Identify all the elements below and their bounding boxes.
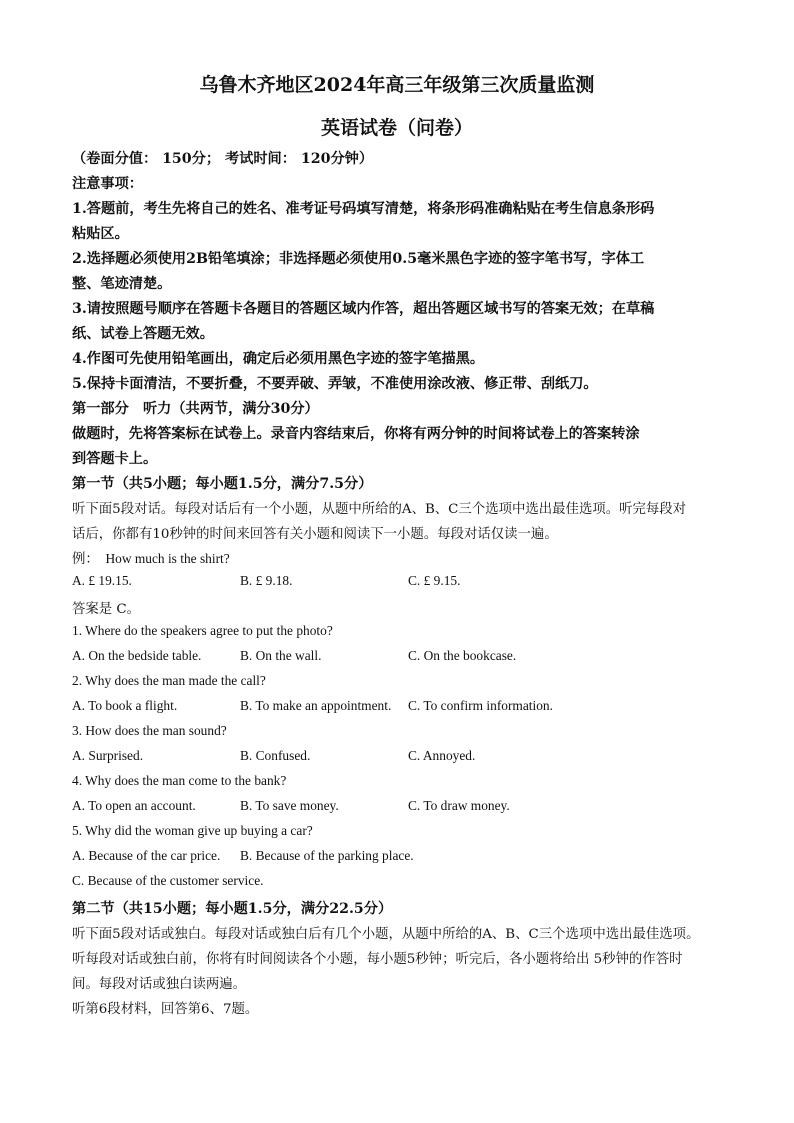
question-4-option-a: A. To open an account. bbox=[72, 798, 196, 813]
question-2-option-b: B. To make an appointment. bbox=[240, 698, 392, 713]
note-1-line-1: 1.答题前，考生先将自己的姓名、准考证号码填写清楚，将条形码准确粘贴在考生信息条形码 bbox=[72, 201, 655, 217]
score-info: （卷面分值： 150分； 考试时间： 120分钟） bbox=[72, 151, 374, 167]
section2-title: 第二节（共15小题；每小题1.5分，满分22.5分） bbox=[72, 901, 393, 917]
question-3: 3. How does the man sound? bbox=[72, 723, 227, 738]
part1-title: 第一部分 听力（共两节，满分30分） bbox=[72, 401, 319, 417]
note-3-line-2: 纸、试卷上答题无效。 bbox=[72, 326, 214, 342]
question-5: 5. Why did the woman give up buying a car? bbox=[72, 823, 313, 838]
example-answer: 答案是 C。 bbox=[72, 602, 141, 617]
section1-title: 第一节（共5小题；每小题1.5分，满分7.5分） bbox=[72, 476, 373, 492]
part1-instructions-line-1: 做题时，先将答案标在试卷上。录音内容结束后，你将有两分钟的时间将试卷上的答案转涂 bbox=[72, 426, 640, 442]
question-1-option-c: C. On the bookcase. bbox=[408, 648, 517, 663]
part1-instructions-line-2: 到答题卡上。 bbox=[72, 451, 158, 467]
exam-title: 乌鲁木齐地区2024年高三年级第三次质量监测 bbox=[199, 74, 595, 96]
example-option-b: B. £ 9.18. bbox=[240, 573, 293, 588]
question-5-option-c: C. Because of the customer service. bbox=[72, 873, 264, 888]
question-4-option-b: B. To save money. bbox=[240, 798, 339, 813]
question-1-option-b: B. On the wall. bbox=[240, 648, 322, 663]
question-1: 1. Where do the speakers agree to put the photo? bbox=[72, 623, 333, 638]
section2-instructions-line-3: 间。每段对话或独白读两遍。 bbox=[72, 977, 247, 992]
example-question: 例： How much is the shirt? bbox=[72, 551, 230, 566]
question-1-option-a: A. On the bedside table. bbox=[72, 648, 202, 663]
question-5-option-a: A. Because of the car price. bbox=[72, 848, 221, 863]
example-option-a: A. £ 19.15. bbox=[72, 573, 132, 588]
note-3-line-1: 3.请按照题号顺序在答题卡各题目的答题区域内作答，超出答题区域书写的答案无效；在草稿 bbox=[72, 301, 655, 317]
note-2-line-1: 2.选择题必须使用2B铅笔填涂；非选择题必须使用0.5毫米黑色字迹的签字笔书写，字体工 bbox=[72, 251, 645, 267]
question-3-option-c: C. Annoyed. bbox=[408, 748, 476, 763]
question-4: 4. Why does the man come to the bank? bbox=[72, 773, 287, 788]
question-2: 2. Why does the man made the call? bbox=[72, 673, 266, 688]
note-1-line-2: 粘贴区。 bbox=[72, 226, 129, 242]
note-5: 5.保持卡面清洁，不要折叠，不要弄破、弄皱，不准使用涂改液、修正带、刮纸刀。 bbox=[72, 376, 598, 392]
question-2-option-a: A. To book a flight. bbox=[72, 698, 178, 713]
question-4-option-c: C. To draw money. bbox=[408, 798, 510, 813]
notes-heading: 注意事项： bbox=[72, 176, 143, 192]
question-3-option-b: B. Confused. bbox=[240, 748, 311, 763]
example-option-c: C. £ 9.15. bbox=[408, 573, 461, 588]
question-2-option-c: C. To confirm information. bbox=[408, 698, 553, 713]
exam-subtitle: 英语试卷（问卷） bbox=[320, 117, 473, 139]
note-4: 4.作图可先使用铅笔画出，确定后必须用黑色字迹的签字笔描黑。 bbox=[72, 351, 485, 367]
section2-instructions-line-1: 听下面5段对话或独白。每段对话或独白后有几个小题，从题中所给的A、B、C三个选项中选出最佳选项。 bbox=[72, 927, 700, 942]
section1-instructions-line-2: 话后，你都有10秒钟的时间来回答有关小题和阅读下一小题。每段对话仅读一遍。 bbox=[72, 527, 558, 542]
note-2-line-2: 整、笔迹清楚。 bbox=[72, 276, 172, 292]
section2-instructions-line-2: 听每段对话或独白前，你将有时间阅读各个小题，每小题5秒钟；听完后，各小题将给出 5秒钟的作答时 bbox=[72, 952, 683, 967]
section1-instructions-line-1: 听下面5段对话。每段对话后有一个小题，从题中所给的A、B、C三个选项中选出最佳选项。听完每段对 bbox=[72, 502, 687, 517]
section2-prompt: 听第6段材料，回答第6、7题。 bbox=[72, 1002, 259, 1017]
question-5-option-b: B. Because of the parking place. bbox=[240, 848, 414, 863]
question-3-option-a: A. Surprised. bbox=[72, 748, 144, 763]
